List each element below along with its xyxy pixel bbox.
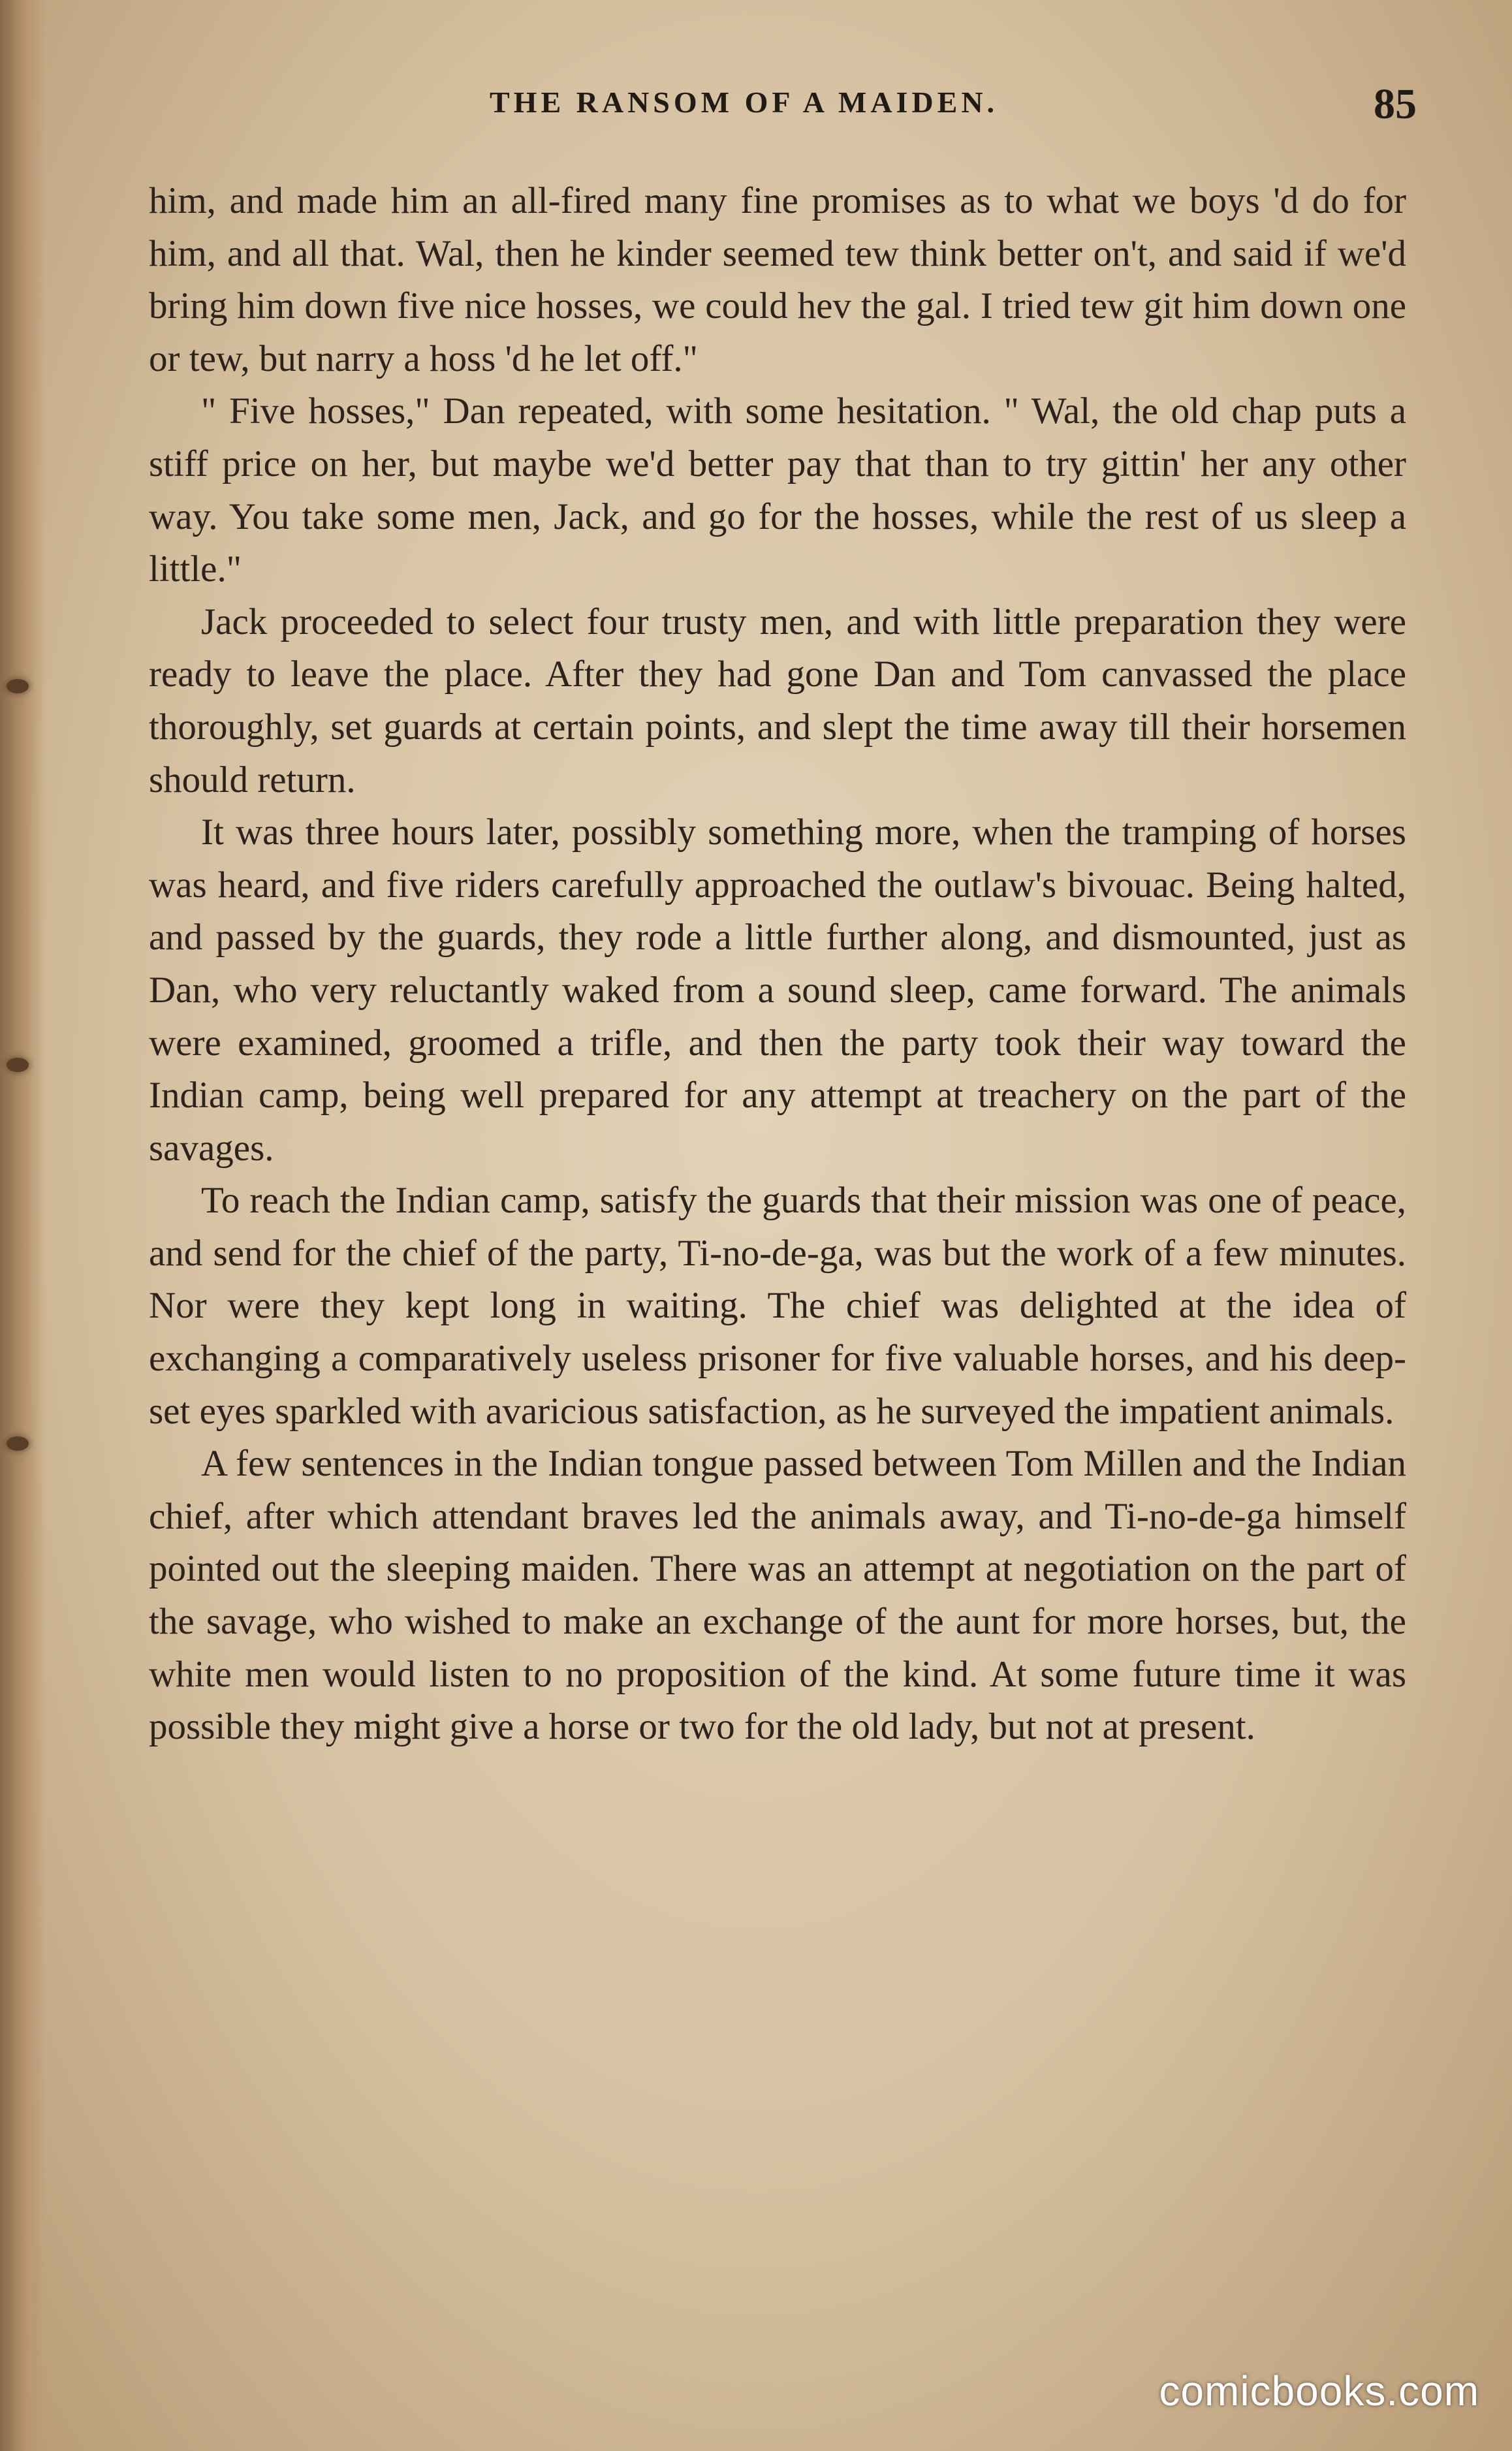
paragraph: To reach the Indian camp, satisfy the guards that their mission was one of peace, and send for the chief of the party, Ti-no-de-ga, was but the work of a few minutes. Nor were they kept long in waiting. The chief was delighted at the idea of exchanging a comparatively useless prisoner for five valuable horses, and his deep-set eyes sparkled with avaricious satisfaction, as he surveyed the impatient animals. (149, 1180, 1406, 1432)
binding-hole (7, 1436, 29, 1451)
paragraph: It was three hours later, possibly something more, when the tramping of horses was heard, and five riders carefully approached the outlaw's bivouac. Being halted, and passed by the guards, they rode a little further along, and dismounted, just as Dan, who very reluctantly waked from a sound sleep, came forward. The animals were examined, groomed a trifle, and then the party took their way toward the Indian camp, being well prepared for any attempt at treachery on the part of the savages. (149, 812, 1406, 1169)
page-binding-edge (0, 0, 46, 2451)
paragraph: Jack proceeded to select four trusty men, and with little preparation they were ready to leave the place. After they had gone Dan and Tom canvassed the place thoroughly, set guards at certain points, and slept the time away till their horsemen should return. (149, 601, 1406, 800)
watermark: comicbooks.com (1159, 2367, 1479, 2414)
paragraph: him, and made him an all-fired many fine promises as to what we boys 'd do for him, and all that. Wal, then he kinder seemed tew think better on't, and said if we'd bring him down five nice hosses, we could hev the gal. I tried tew git him down one or tew, but narry a hoss 'd he let off." (149, 180, 1406, 379)
running-title: THE RANSOM OF A MAIDEN. (490, 86, 999, 119)
binding-hole (7, 1058, 29, 1072)
body-text (149, 175, 1406, 1754)
binding-hole (7, 679, 29, 693)
paragraph: " Five hosses," Dan repeated, with some hesitation. " Wal, the old chap puts a stiff price on her, but maybe we'd better pay that than to try gittin' her any other way. You take some men, Jack, and go for the hosses, while the rest of us sleep a little." (149, 390, 1406, 590)
page-number: 85 (1374, 80, 1417, 128)
page-header (150, 80, 1417, 137)
paragraph: A few sentences in the Indian tongue passed between Tom Millen and the Indian chief, after which attendant braves led the animals away, and Ti-no-de-ga himself pointed out the sleeping maiden. There was an attempt at negotiation on the part of the savage, who wished to make an exchange of the aunt for more horses, but, the white men would listen to no proposition of the kind. At some future time it was possible they might give a horse or two for the old lady, but not at present. (149, 1443, 1406, 1748)
